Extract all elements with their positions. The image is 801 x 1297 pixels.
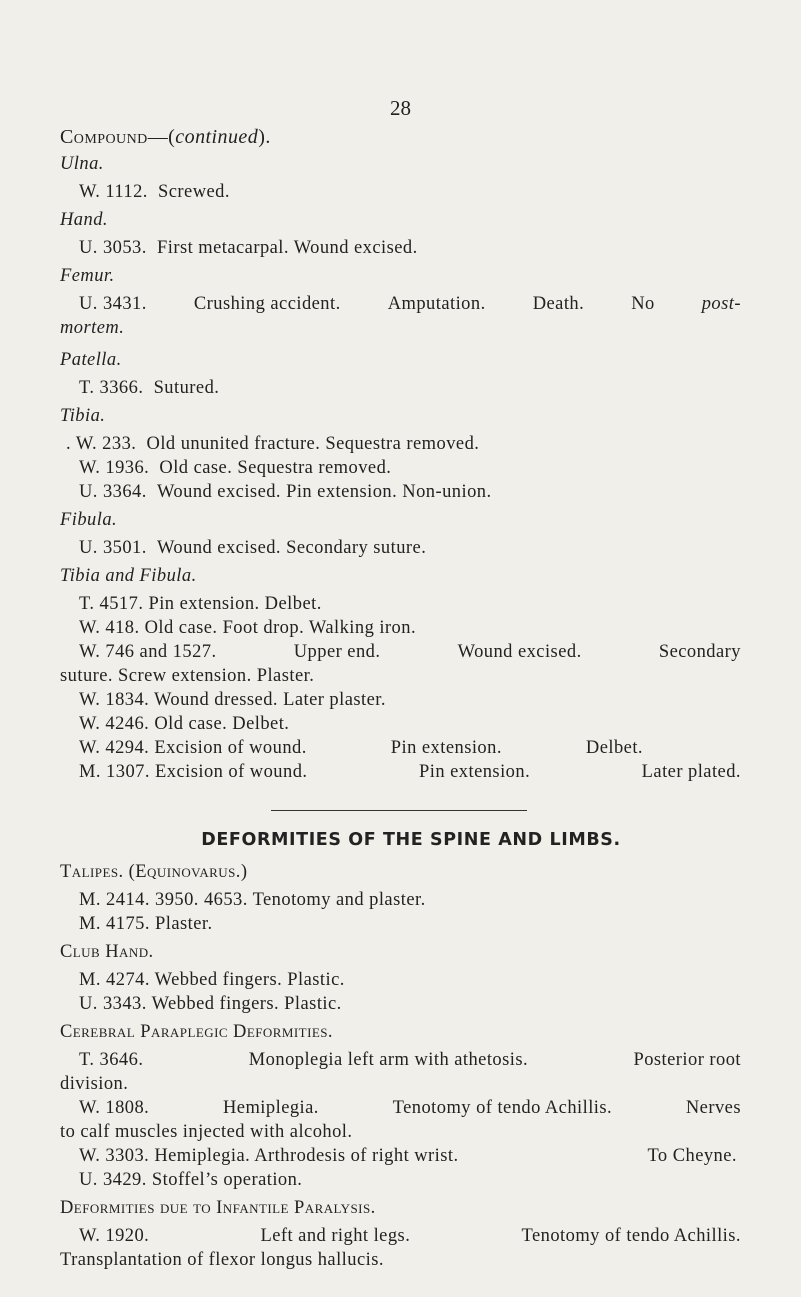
cerebral-case: W. 3303. Hemiplegia. Arthrodesis of right wrist. To Cheyne. [79, 1146, 737, 1166]
fibula-title: Fibula. [60, 510, 118, 530]
compound-heading: Compound—(continued). [60, 126, 271, 148]
club-hand-case: M. 4274. Webbed fingers. Plastic. [79, 970, 345, 990]
tibia-fibula-case: W. 746 and 1527. Upper end. Wound excised. Secondary [79, 642, 741, 662]
ulna-case: W. 1112. Screwed. [79, 182, 230, 202]
tibia-fibula-case: W. 418. Old case. Foot drop. Walking iron. [79, 618, 417, 638]
talipes-case: M. 4175. Plaster. [79, 914, 213, 934]
infantile-case: W. 1920. Left and right legs. Tenotomy of tendo Achillis. [79, 1226, 741, 1246]
cerebral-case: T. 3646. Monoplegia left arm with athetosis. Posterior root [79, 1050, 741, 1070]
tibia-case: U. 3364. Wound excised. Pin extension. Non-union. [79, 482, 492, 502]
cerebral-case: U. 3429. Stoffel’s operation. [79, 1170, 303, 1190]
tibia-fibula-case: M. 1307. Excision of wound. Pin extension. Later plated. [79, 762, 741, 782]
hand-case: U. 3053. First metacarpal. Wound excised. [79, 238, 418, 258]
infantile-title: Deformities due to Infantile Paralysis. [60, 1198, 376, 1218]
club-hand-case: U. 3343. Webbed fingers. Plastic. [79, 994, 342, 1014]
tibia-fibula-case: W. 4246. Old case. Delbet. [79, 714, 290, 734]
femur-case-cont: mortem. [60, 318, 125, 338]
cerebral-case-cont: to calf muscles injected with alcohol. [60, 1122, 353, 1142]
tibia-fibula-title: Tibia and Fibula. [60, 566, 197, 586]
section-divider [271, 810, 527, 811]
club-hand-title: Club Hand. [60, 942, 154, 962]
tibia-fibula-case: T. 4517. Pin extension. Delbet. [79, 594, 322, 614]
cerebral-case: W. 1808. Hemiplegia. Tenotomy of tendo Achillis. Nerves [79, 1098, 741, 1118]
tibia-title: Tibia. [60, 406, 106, 426]
tibia-case: W. 1936. Old case. Sequestra removed. [79, 458, 392, 478]
infantile-case-cont: Transplantation of flexor longus hallucis. [60, 1250, 384, 1270]
tibia-fibula-case-cont: suture. Screw extension. Plaster. [60, 666, 315, 686]
ulna-title: Ulna. [60, 154, 104, 174]
tibia-fibula-case: W. 4294. Excision of wound. Pin extension. Delbet. [79, 738, 643, 758]
patella-case: T. 3366. Sutured. [79, 378, 220, 398]
deformities-heading: DEFORMITIES OF THE SPINE AND LIMBS. [201, 830, 621, 850]
femur-title: Femur. [60, 266, 115, 286]
talipes-title: Talipes. (Equinovarus.) [60, 862, 248, 882]
hand-title: Hand. [60, 210, 108, 230]
page-number: 28 [390, 96, 411, 120]
fibula-case: U. 3501. Wound excised. Secondary suture. [79, 538, 427, 558]
femur-case: U. 3431. Crushing accident. Amputation. Death. No post- [79, 294, 741, 314]
talipes-case: M. 2414. 3950. 4653. Tenotomy and plaster. [79, 890, 426, 910]
patella-title: Patella. [60, 350, 122, 370]
tibia-fibula-case: W. 1834. Wound dressed. Later plaster. [79, 690, 386, 710]
cerebral-case-cont: division. [60, 1074, 129, 1094]
cerebral-title: Cerebral Paraplegic Deformities. [60, 1022, 333, 1042]
tibia-case: . W. 233. Old ununited fracture. Sequestra removed. [66, 434, 480, 454]
